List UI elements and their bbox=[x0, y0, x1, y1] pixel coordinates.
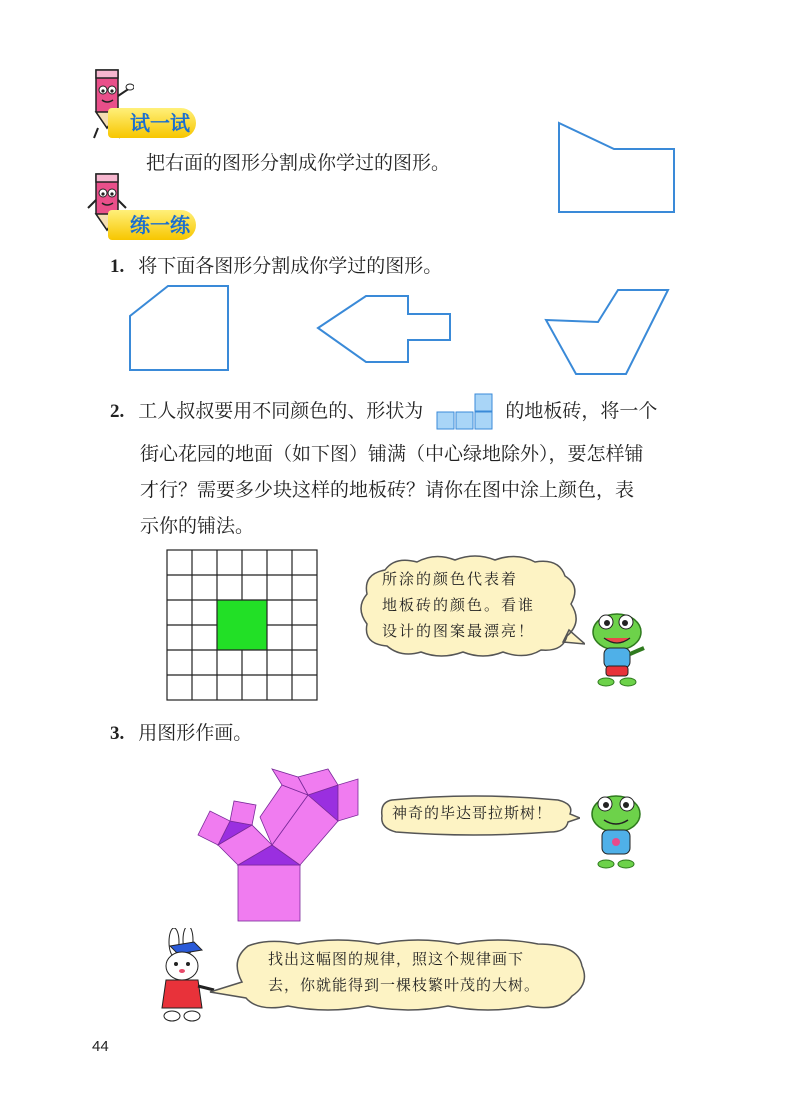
q1-number: 1. bbox=[110, 256, 125, 277]
q2-bubble-line1: 所涂的颜色代表着 bbox=[382, 570, 519, 588]
try-it-banner: 试一试 bbox=[108, 108, 196, 138]
try-it-instruction: 把右面的图形分割成你学过的图形。 bbox=[146, 152, 451, 174]
practice-banner: 练一练 bbox=[108, 210, 196, 240]
rabbit-bubble-line1: 找出这幅图的规律，照这个规律画下 bbox=[268, 950, 525, 968]
left-small-square-2 bbox=[230, 801, 256, 825]
q2-text-before: 工人叔叔要用不同颜色的、形状为 bbox=[138, 400, 424, 422]
q2-number: 2. bbox=[110, 401, 125, 422]
q3-number: 3. bbox=[110, 723, 125, 744]
try-it-shape bbox=[550, 118, 684, 218]
frog-mascot-icon-2 bbox=[584, 792, 648, 874]
q2-bubble-line2: 地板砖的颜色。看谁 bbox=[382, 596, 536, 614]
q2-line1 bbox=[110, 393, 657, 431]
q1-line bbox=[110, 255, 442, 279]
page-number: 44 bbox=[92, 1038, 109, 1055]
q2-line4: 示你的铺法。 bbox=[140, 515, 255, 537]
q1-shape-1 bbox=[124, 280, 236, 376]
q1-shape-3 bbox=[540, 278, 674, 380]
center-green-area bbox=[217, 600, 267, 650]
q2-bubble-line3: 设计的图案最漂亮！ bbox=[382, 622, 536, 640]
floor-tile-icon bbox=[435, 393, 493, 431]
q3-text: 用图形作画。 bbox=[138, 722, 253, 744]
right-small-square-2 bbox=[338, 779, 358, 821]
q2-line2: 街心花园的地面（如下图）铺满（中心绿地除外），要怎样铺 bbox=[140, 443, 644, 465]
frog-mascot-icon bbox=[584, 608, 650, 690]
q2-text-after: 的地板砖，将一个 bbox=[505, 400, 658, 422]
garden-grid[interactable] bbox=[160, 545, 326, 707]
rabbit-bubble-line2: 去，你就能得到一棵枝繁叶茂的大树。 bbox=[268, 976, 541, 994]
pythagoras-tree bbox=[190, 765, 370, 925]
q2-line3: 才行？需要多少块这样的地板砖？请你在图中涂上颜色，表 bbox=[140, 479, 635, 501]
q1-shape-2 bbox=[312, 290, 456, 370]
frog-bubble-text: 神奇的毕达哥拉斯树！ bbox=[392, 804, 553, 822]
trunk-square bbox=[238, 865, 300, 921]
q3-line bbox=[110, 722, 252, 746]
q1-text: 将下面各图形分割成你学过的图形。 bbox=[138, 255, 443, 277]
